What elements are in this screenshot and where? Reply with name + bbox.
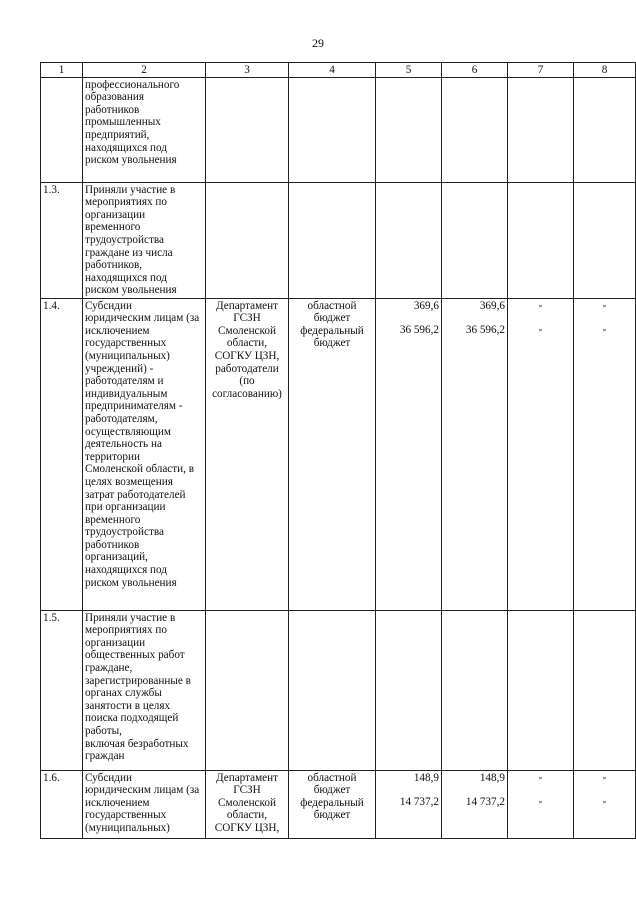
description-line: мероприятиях по xyxy=(85,624,167,637)
executor-line: Смоленской xyxy=(218,324,276,337)
description-line: включая безработных xyxy=(85,737,189,750)
executor-cell xyxy=(206,182,289,298)
header-cell: 4 xyxy=(289,63,376,78)
description-cell xyxy=(83,298,206,610)
column-7-value: - xyxy=(538,771,543,784)
budget-table xyxy=(40,62,636,839)
column-5-cell xyxy=(376,610,442,770)
funding-source-line: областной xyxy=(307,771,357,784)
column-8-cell xyxy=(574,77,636,182)
description-line: работодателям, xyxy=(85,412,158,425)
column-6-cell xyxy=(442,610,508,770)
column-8-value: - xyxy=(602,299,607,312)
column-5-cell xyxy=(376,182,442,298)
executor-line: ГСЗН xyxy=(233,312,261,325)
description-line: органах службы xyxy=(85,687,162,700)
column-6-value: 369,6 xyxy=(479,299,505,312)
description-line: индивидуальным xyxy=(85,387,168,400)
column-5-cell xyxy=(376,77,442,182)
spacer xyxy=(444,784,505,796)
description-line: общественных работ xyxy=(85,649,185,662)
description-line: предпринимателям - xyxy=(85,400,183,413)
executor-line: СОГКУ ЦЗН, xyxy=(214,349,280,362)
description-line: работников, xyxy=(85,259,143,272)
description-line: работников xyxy=(85,103,140,116)
description-line: мероприятиях по xyxy=(85,196,167,209)
column-6-cell xyxy=(442,770,508,838)
executor-line: области, xyxy=(226,337,268,350)
column-6-cell xyxy=(442,298,508,610)
description-line: находящихся под xyxy=(85,564,167,577)
column-5-cell xyxy=(376,298,442,610)
funding-source-cell xyxy=(289,182,376,298)
description-line: поиска подходящей xyxy=(85,712,179,725)
table-row xyxy=(41,610,636,770)
funding-source-cell xyxy=(289,77,376,182)
description-line: при организации xyxy=(85,501,166,514)
description-line: государственных xyxy=(85,809,167,822)
header-cell: 5 xyxy=(376,63,442,78)
description-line: Приняли участие в xyxy=(85,611,176,624)
description-line: риском увольнения xyxy=(85,154,177,167)
column-8-cell xyxy=(574,298,636,610)
row-number-cell xyxy=(41,77,83,182)
funding-source-line: бюджет xyxy=(313,809,351,822)
description-line: зарегистрированные в xyxy=(85,674,191,687)
executor-line: (по xyxy=(239,375,255,388)
description-line: (муниципальных) xyxy=(85,349,170,362)
funding-source-cell xyxy=(289,610,376,770)
executor-line: Департамент xyxy=(215,771,279,784)
description-line: территории xyxy=(85,450,140,463)
funding-source-line: областной xyxy=(307,299,357,312)
table-row xyxy=(41,298,636,610)
description-line: промышленных xyxy=(85,116,161,129)
description-line: временного xyxy=(85,513,141,526)
spacer xyxy=(510,312,571,324)
description-line: осуществляющим xyxy=(85,425,171,438)
header-cell: 1 xyxy=(41,63,83,78)
description-line: риском увольнения xyxy=(85,284,177,297)
description-line: временного xyxy=(85,221,141,234)
description-cell xyxy=(83,182,206,298)
executor-cell xyxy=(206,77,289,182)
column-8-value: - xyxy=(602,324,607,337)
column-8-value: - xyxy=(602,771,607,784)
description-line: организации xyxy=(85,636,146,649)
row-number-cell: 1.4. xyxy=(41,298,83,610)
funding-source-line: федеральный xyxy=(300,324,364,337)
column-7-value: - xyxy=(538,796,543,809)
column-6-value: 36 596,2 xyxy=(465,324,505,337)
description-line: занятости в целях xyxy=(85,699,171,712)
spacer xyxy=(510,784,571,796)
column-8-value: - xyxy=(602,796,607,809)
table-row xyxy=(41,770,636,838)
column-6-cell xyxy=(442,77,508,182)
spacer xyxy=(444,312,505,324)
funding-source-line: бюджет xyxy=(313,312,351,325)
description-line: учреждений) - xyxy=(85,362,154,375)
table-header-row xyxy=(41,63,636,78)
column-5-value: 148,9 xyxy=(413,771,439,784)
executor-line: СОГКУ ЦЗН, xyxy=(214,821,280,834)
description-line: организации xyxy=(85,208,146,221)
description-line: работников xyxy=(85,538,140,551)
row-number-cell: 1.3. xyxy=(41,182,83,298)
table-row xyxy=(41,77,636,182)
description-line: находящихся под xyxy=(85,141,167,154)
page-number: 29 xyxy=(312,36,324,50)
header-cell: 3 xyxy=(206,63,289,78)
column-5-value: 36 596,2 xyxy=(399,324,439,337)
header-cell: 2 xyxy=(83,63,206,78)
funding-source-cell xyxy=(289,298,376,610)
spacer xyxy=(378,784,439,796)
funding-source-line: федеральный xyxy=(300,796,364,809)
executor-line: Департамент xyxy=(215,299,279,312)
executor-cell xyxy=(206,298,289,610)
description-line: государственных xyxy=(85,337,167,350)
spacer xyxy=(378,312,439,324)
spacer xyxy=(576,312,633,324)
description-line: граждане из числа xyxy=(85,246,173,259)
description-line: затрат работодателей xyxy=(85,488,186,501)
executor-line: области, xyxy=(226,809,268,822)
column-8-cell xyxy=(574,770,636,838)
spacer xyxy=(576,784,633,796)
row-number-cell: 1.5. xyxy=(41,610,83,770)
description-line: целях возмещения xyxy=(85,475,173,488)
description-line: работы, xyxy=(85,724,122,737)
header-cell: 7 xyxy=(508,63,574,78)
header-cell: 8 xyxy=(574,63,636,78)
column-7-cell xyxy=(508,77,574,182)
description-line: граждан xyxy=(85,750,125,763)
column-7-cell xyxy=(508,182,574,298)
column-5-value: 369,6 xyxy=(413,299,439,312)
executor-line: согласованию) xyxy=(212,387,282,400)
funding-source-line: бюджет xyxy=(313,784,351,797)
description-line: Субсидии xyxy=(85,771,132,784)
executor-line: ГСЗН xyxy=(233,784,261,797)
column-8-cell xyxy=(574,610,636,770)
description-line: организаций, xyxy=(85,551,148,564)
column-7-cell xyxy=(508,298,574,610)
description-line: работодателям и xyxy=(85,375,164,388)
description-line: находящихся под xyxy=(85,271,167,284)
executor-line: Смоленской xyxy=(218,796,276,809)
column-5-value: 14 737,2 xyxy=(399,796,439,809)
description-line: трудоустройства xyxy=(85,526,164,539)
executor-cell xyxy=(206,610,289,770)
description-line: юридическим лицам (за xyxy=(85,784,200,797)
description-line: профессионального xyxy=(85,78,180,91)
column-7-cell xyxy=(508,770,574,838)
header-cell: 6 xyxy=(442,63,508,78)
row-number-cell: 1.6. xyxy=(41,770,83,838)
column-8-cell xyxy=(574,182,636,298)
description-line: Смоленской области, в xyxy=(85,463,195,476)
description-line: предприятий, xyxy=(85,128,150,141)
column-7-cell xyxy=(508,610,574,770)
description-cell xyxy=(83,77,206,182)
column-6-value: 148,9 xyxy=(479,771,505,784)
description-line: риском увольнения xyxy=(85,576,177,589)
column-5-cell xyxy=(376,770,442,838)
description-line: деятельность на xyxy=(85,438,162,451)
description-line: образования xyxy=(85,91,145,104)
description-line: исключением xyxy=(85,796,150,809)
description-line: граждане, xyxy=(85,661,133,674)
executor-line: работодатели xyxy=(215,362,279,375)
column-6-cell xyxy=(442,182,508,298)
funding-source-line: бюджет xyxy=(313,337,351,350)
description-cell xyxy=(83,770,206,838)
column-7-value: - xyxy=(538,324,543,337)
description-cell xyxy=(83,610,206,770)
column-7-value: - xyxy=(538,299,543,312)
column-6-value: 14 737,2 xyxy=(465,796,505,809)
description-line: Субсидии xyxy=(85,299,132,312)
description-line: юридическим лицам (за xyxy=(85,312,200,325)
executor-cell xyxy=(206,770,289,838)
description-line: трудоустройства xyxy=(85,233,164,246)
description-line: (муниципальных) xyxy=(85,821,170,834)
description-line: исключением xyxy=(85,324,150,337)
table-row xyxy=(41,182,636,298)
funding-source-cell xyxy=(289,770,376,838)
description-line: Приняли участие в xyxy=(85,183,176,196)
